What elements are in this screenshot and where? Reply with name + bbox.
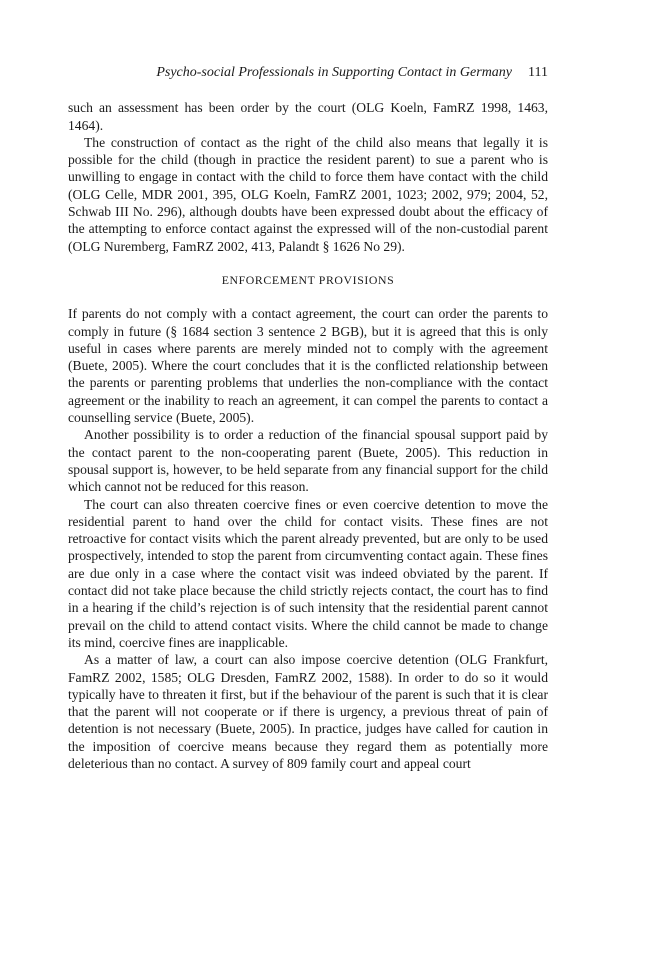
book-page bbox=[68, 64, 548, 772]
paragraph-contact-right: The construction of contact as the right of the child also means that legally it is possible for the child (though in practice the resident parent) to sue a parent who is unwilling to engage in contact with the child to force them have contact with the child (OLG Celle, MDR 2001, 395, OLG Koeln, FamRZ 2001, 1023; 2002, 979; 2004, 52, Schwab III No. 296), although doubts have been expressed doubt about the efficacy of the attempting to enforce contact against the expressed will of the non-custodial parent (OLG Nuremberg, FamRZ 2002, 413, Palandt § 1626 No 29). bbox=[68, 134, 548, 254]
paragraph-coercive-detention: As a matter of law, a court can also impose coercive detention (OLG Frankfurt, FamRZ 2002, 1585; OLG Dresden, FamRZ 2002, 1588). In order to do so it would typically have to threaten it first, but if the behaviour of the parent is such that it is clear that the parent will not cooperate or if there is urgency, a previous threat of pain of detention is not necessary (Buete, 2005). In practice, judges have called for caution in the imposition of coercive means because they regard them as potentially more deleterious than no contact. A survey of 809 family court and appeal court bbox=[68, 652, 548, 771]
page-number: 111 bbox=[528, 65, 548, 80]
running-header bbox=[68, 64, 548, 81]
running-title: Psycho-social Professionals in Supporting Contact in Germany bbox=[156, 65, 513, 80]
paragraph-compliance: If parents do not comply with a contact agreement, the court can order the parents to comply in future (§ 1684 section 3 sentence 2 BGB), but it is agreed that this is only useful in cases where parents are merely minded not to comply with the agreement (Buete, 2005). Where the court concludes that it is the conflicted relationship between the parents or parenting problems that underlies the non-compliance with the contact agreement or the inability to reach an agreement, it can compel the parents to contact a counselling service (Buete, 2005). bbox=[68, 306, 548, 426]
paragraph-continued: such an assessment has been order by the court (OLG Koeln, FamRZ 1998, 1463, 1464). bbox=[68, 100, 548, 133]
paragraph-spousal-support: Another possibility is to order a reduction of the financial spousal support paid by the contact parent to the non-cooperating parent (Buete, 2005). This reduction in spousal support is, however, to be held separate from any financial support for the child which cannot not be reduced for this reason. bbox=[68, 427, 548, 495]
section-heading: ENFORCEMENT PROVISIONS bbox=[221, 272, 395, 287]
paragraph-coercive-fines: The court can also threaten coercive fines or even coercive detention to move the residential parent to hand over the child for contact visits. These fines are not retroactive for contact visits which the parent already prevented, but are only to be used prospectively, intended to stop the parent from circumventing contact again. These fines are due only in a case where the contact visit was indeed obviated by the parent. If contact did not take place because the child strictly rejects contact, the court has to find in a hearing if the child’s rejection is of such intensity that the residential parent cannot prevail on the child to attend contact visits. Where the child cannot be made to change its mind, coercive fines are inapplicable. bbox=[68, 496, 548, 650]
